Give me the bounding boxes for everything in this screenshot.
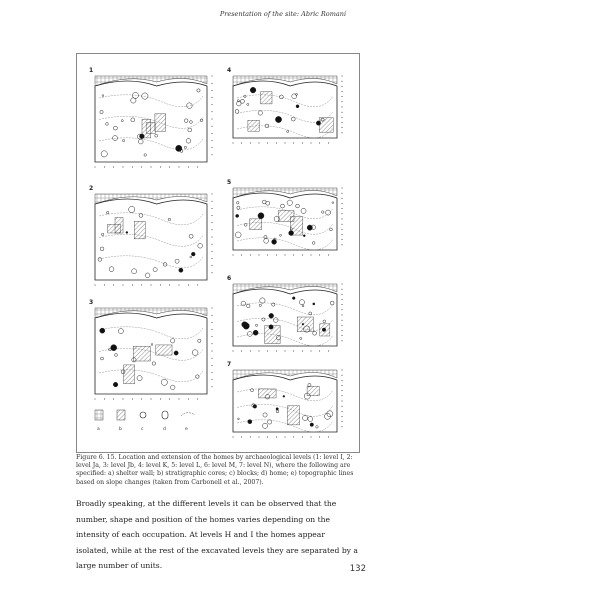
figure-panel — [76, 53, 360, 453]
panel-number: 4 — [227, 67, 232, 74]
panel-number: 3 — [89, 299, 94, 306]
legend-label: c — [141, 427, 144, 432]
site-plan-5 — [227, 179, 343, 256]
body-paragraph: Broadly speaking, at the different levels it can be observed that the number, shape and position of the homes varies depending on the intensity of each occupation. At levels H and I the homes appear isolated, while at the rest of the excavated levels they are separated by a large number of units. — [76, 499, 358, 571]
site-plans-figure — [77, 54, 359, 452]
legend-label: b — [119, 427, 122, 432]
panel-number: 7 — [227, 361, 232, 368]
site-plan-7 — [227, 361, 343, 438]
site-plan-3 — [89, 299, 213, 400]
figure-legend — [95, 410, 195, 432]
legend-label: e — [185, 427, 188, 432]
page-number: 132 — [349, 564, 366, 574]
site-plan-2 — [89, 185, 213, 286]
site-plan-1 — [89, 67, 213, 168]
legend-label: a — [97, 427, 100, 432]
running-header: Presentation of the site: Abric Romaní — [219, 10, 346, 18]
figure-caption: Figure 6. 15. Location and extension of the homes by archaeological levels (1: level I, 2: level Ja, 3: level Jb, 4: level K, 5: level L, 6: level M, 7: level N), where the following are specified: a) shelter wall; b) stratigraphic cores; c) blocks; d) home; e) topographic lines based on slope changes (taken from Carbonell et al., 2007). — [76, 454, 354, 486]
panel-number: 1 — [89, 67, 94, 74]
legend-label: d — [163, 427, 166, 432]
panel-number: 2 — [89, 185, 94, 192]
panel-number: 5 — [227, 179, 232, 186]
panel-number: 6 — [227, 275, 232, 282]
site-plan-6 — [227, 275, 343, 352]
site-plan-4 — [227, 67, 343, 144]
